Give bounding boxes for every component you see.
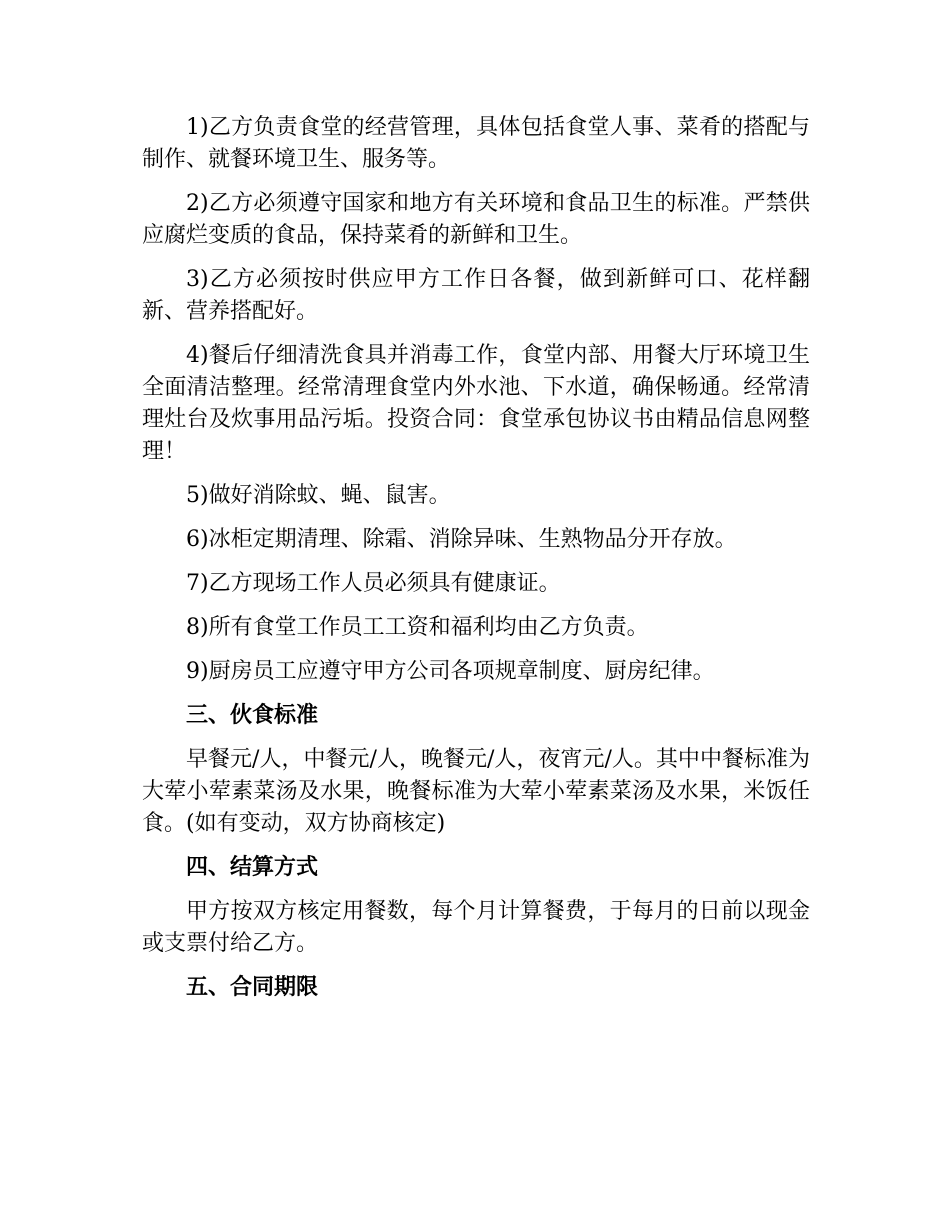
document-page: [142, 112, 810, 1016]
section-heading-meal-standard: 三、伙食标准: [186, 703, 319, 728]
clause-1: 1)乙方负责食堂的经营管理，具体包括食堂人事、菜肴的搭配与制作、就餐环境卫生、服务等。: [142, 115, 810, 172]
clause-3: 3)乙方必须按时供应甲方工作日各餐，做到新鲜可口、花样翻新、营养搭配好。: [142, 267, 810, 324]
settlement-text: 甲方按双方核定用餐数，每个月计算餐费，于每月的日前以现金或支票付给乙方。: [142, 899, 810, 956]
clause-9: 9)厨房员工应遵守甲方公司各项规章制度、厨房纪律。: [186, 659, 715, 684]
clause-6: 6)冰柜定期清理、除霜、消除异味、生熟物品分开存放。: [186, 527, 737, 552]
clause-5: 5)做好消除蚊、蝇、鼠害。: [186, 483, 451, 508]
clause-8: 8)所有食堂工作员工工资和福利均由乙方负责。: [186, 615, 649, 640]
clause-2: 2)乙方必须遵守国家和地方有关环境和食品卫生的标准。严禁供应腐烂变质的食品，保持菜肴的新鲜和卫生。: [142, 191, 810, 248]
clause-4: 4)餐后仔细清洗食具并消毒工作，食堂内部、用餐大厅环境卫生全面清洁整理。经常清理食堂内外水池、下水道，确保畅通。经常清理灶台及炊事用品污垢。投资合同：食堂承包协议书由精品信息网整理！: [142, 343, 810, 464]
clause-7: 7)乙方现场工作人员必须具有健康证。: [186, 571, 561, 596]
meal-standard-text: 早餐元/人，中餐元/人，晚餐元/人，夜宵元/人。其中中餐标准为大荤小荤素菜汤及水果，晚餐标准为大荤小荤素菜汤及水果，米饭任食。(如有变动，双方协商核定): [142, 747, 810, 836]
section-heading-contract-term: 五、合同期限: [186, 975, 319, 1000]
section-heading-settlement: 四、结算方式: [186, 855, 319, 880]
